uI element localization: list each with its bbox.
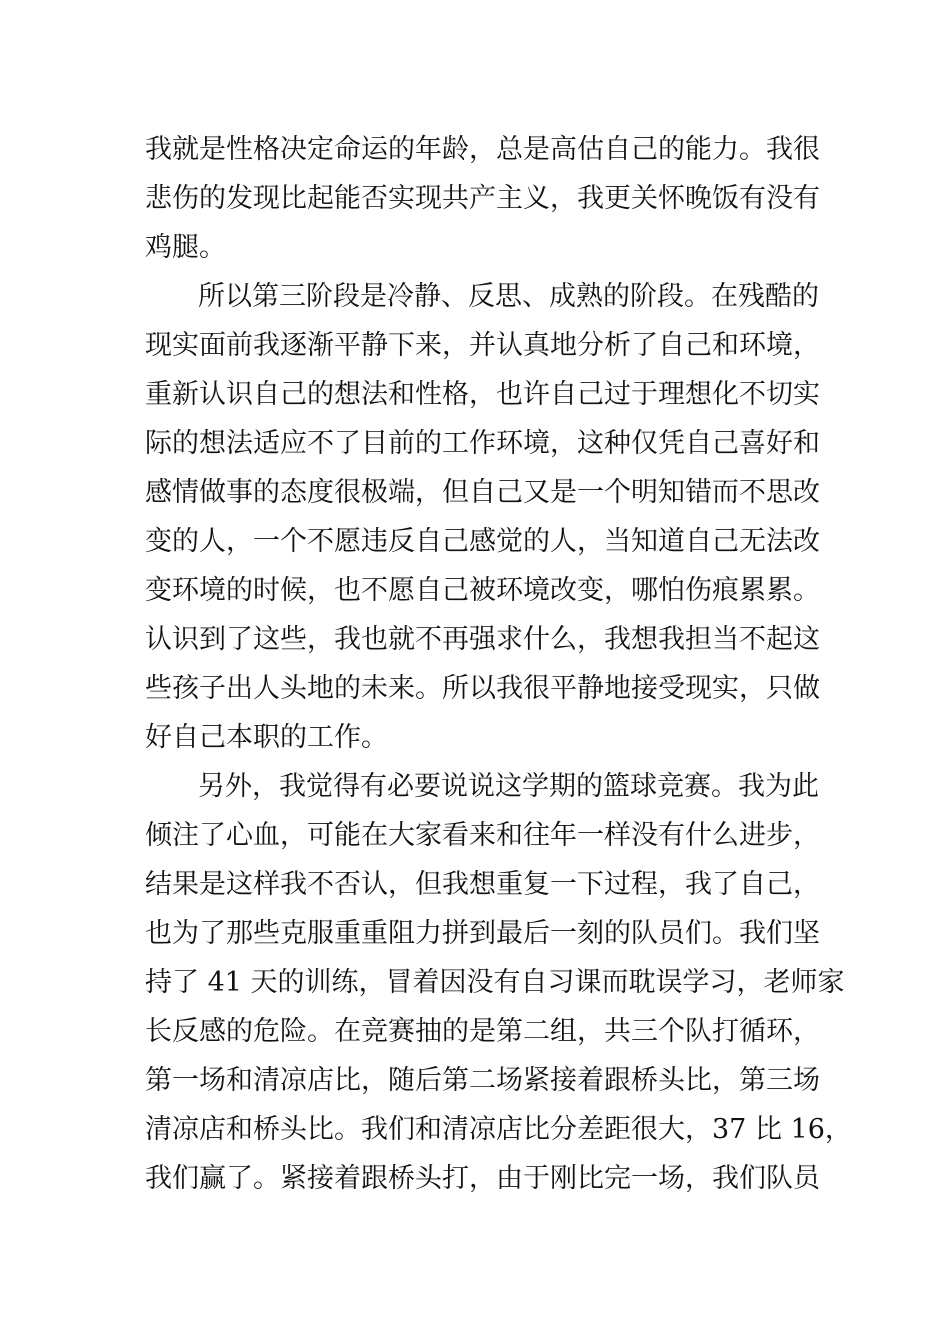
text-line: 重新认识自己的想法和性格，也许自己过于理想化不切实 [145, 379, 820, 410]
text-line: 长反感的危险。在竞赛抽的是第二组，共三个队打循环， [145, 1016, 820, 1047]
text-line: 认识到了这些，我也就不再强求什么，我想我担当不起这 [145, 624, 820, 655]
paragraph-start-line: 所以第三阶段是冷静、反思、成熟的阶段。在残酷的 [198, 281, 819, 312]
text-line: 际的想法适应不了目前的工作环境，这种仅凭自己喜好和 [145, 428, 820, 459]
text-line: 我就是性格决定命运的年龄，总是高估自己的能力。我很 [145, 134, 820, 165]
text-line: 现实面前我逐渐平静下来，并认真地分析了自己和环境， [145, 330, 820, 361]
text-line: 结果是这样我不否认，但我想重复一下过程，我了自己， [145, 869, 820, 900]
text-line: 我们赢了。紧接着跟桥头打，由于刚比完一场，我们队员 [145, 1163, 820, 1194]
paragraph-start-line: 另外，我觉得有必要说说这学期的篮球竞赛。我为此 [198, 771, 819, 802]
text-line: 第一场和清凉店比，随后第二场紧接着跟桥头比，第三场 [145, 1065, 820, 1096]
text-line: 变的人，一个不愿违反自己感觉的人，当知道自己无法改 [145, 526, 820, 557]
text-line: 悲伤的发现比起能否实现共产主义，我更关怀晚饭有没有 [145, 183, 820, 214]
text-line: 鸡腿。 [145, 232, 226, 263]
text-line: 感情做事的态度很极端，但自己又是一个明知错而不思改 [145, 477, 820, 508]
text-line: 好自己本职的工作。 [145, 722, 388, 753]
text-line: 持了 41 天的训练，冒着因没有自习课而耽误学习，老师家 [145, 967, 845, 998]
text-line: 些孩子出人头地的未来。所以我很平静地接受现实，只做 [145, 673, 820, 704]
text-line: 也为了那些克服重重阻力拼到最后一刻的队员们。我们坚 [145, 918, 820, 949]
text-line: 清凉店和桥头比。我们和清凉店比分差距很大，37 比 16， [145, 1114, 852, 1145]
text-line: 倾注了心血，可能在大家看来和往年一样没有什么进步， [145, 820, 820, 851]
text-line: 变环境的时候，也不愿自己被环境改变，哪怕伤痕累累。 [145, 575, 820, 606]
